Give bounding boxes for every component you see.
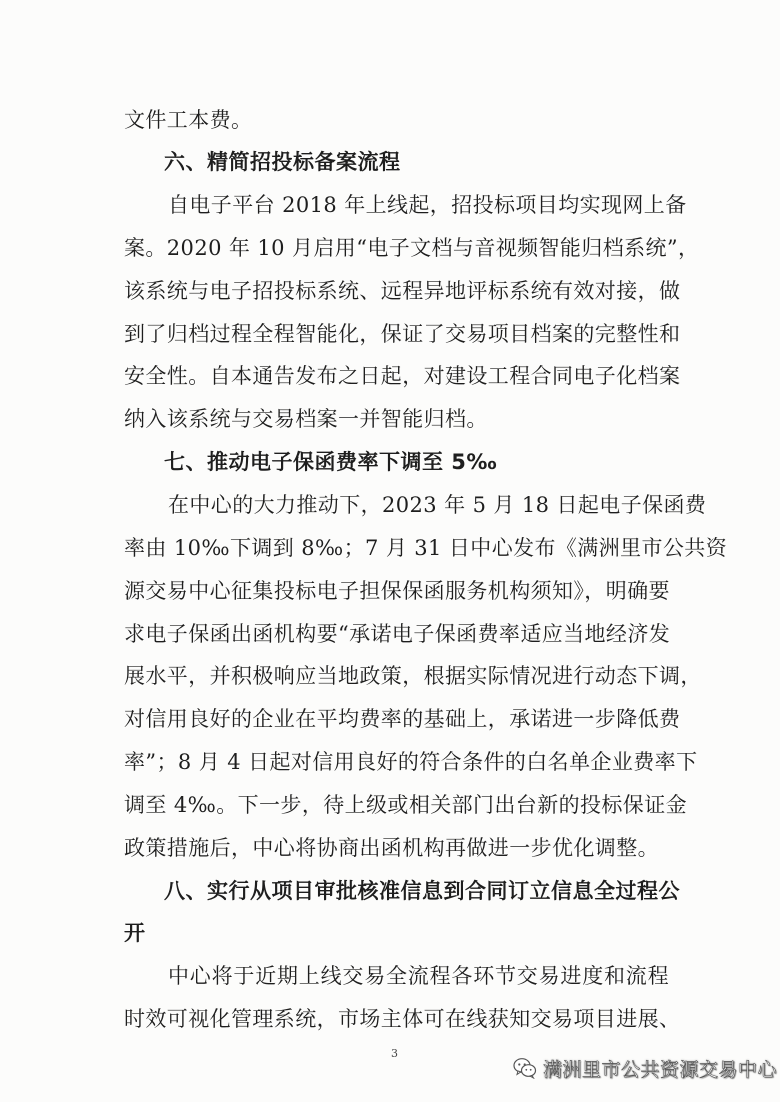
text-line: 对信用良好的企业在平均费率的基础上，承诺进一步降低费 (124, 707, 681, 731)
text-line: 纳入该系统与交易档案一并智能归档。 (124, 407, 488, 431)
section-heading-7: 七、推动电子保函费率下调至 5‰ (164, 450, 498, 474)
text-line: 文件工本费。 (124, 108, 253, 132)
text-line: 案。2020 年 10 月启用“电子文档与音视频智能归档系统”， (124, 236, 700, 260)
section-heading-8: 八、实行从项目审批核准信息到合同订立信息全过程公 (164, 879, 680, 903)
text-line: 政策措施后，中心将协商出函机构再做进一步优化调整。 (124, 836, 659, 860)
text-line: 源交易中心征集投标电子担保保函服务机构须知》，明确要 (124, 579, 670, 603)
page-number: 3 (391, 1047, 398, 1060)
text-line: 时效可视化管理系统，市场主体可在线获知交易项目进展、 (124, 1007, 681, 1031)
wechat-icon (513, 1057, 537, 1079)
text-line: 到了归档过程全程智能化，保证了交易项目档案的完整性和 (124, 322, 681, 346)
text-line: 求电子保函出函机构要“承诺电子保函费率适应当地经济发 (124, 622, 671, 646)
section-heading-8-cont: 开 (124, 921, 146, 945)
text-line: 调至 4‰。下一步，待上级或相关部门出台新的投标保证金 (124, 793, 688, 817)
text-line: 率由 10‰下调到 8‰；7 月 31 日中心发布《满洲里市公共资 (124, 536, 728, 560)
text-line: 该系统与电子招投标系统、远程异地评标系统有效对接，做 (124, 279, 681, 303)
text-line: 展水平，并积极响应当地政策，根据实际情况进行动态下调， (124, 664, 702, 688)
text-line: 中心将于近期上线交易全流程各环节交易进度和流程 (168, 964, 669, 988)
account-watermark (513, 1054, 777, 1082)
text-line: 安全性。自本通告发布之日起，对建设工程合同电子化档案 (124, 364, 681, 388)
section-heading-6: 六、精简招投标备案流程 (164, 150, 401, 174)
watermark-text: 满洲里市公共资源交易中心 (543, 1058, 778, 1081)
text-line: 自电子平台 2018 年上线起，招投标项目均实现网上备 (168, 193, 687, 217)
text-line: 率”；8 月 4 日起对信用良好的符合条件的白名单企业费率下 (124, 750, 698, 774)
text-line: 在中心的大力推动下，2023 年 5 月 18 日起电子保函费 (168, 493, 707, 517)
